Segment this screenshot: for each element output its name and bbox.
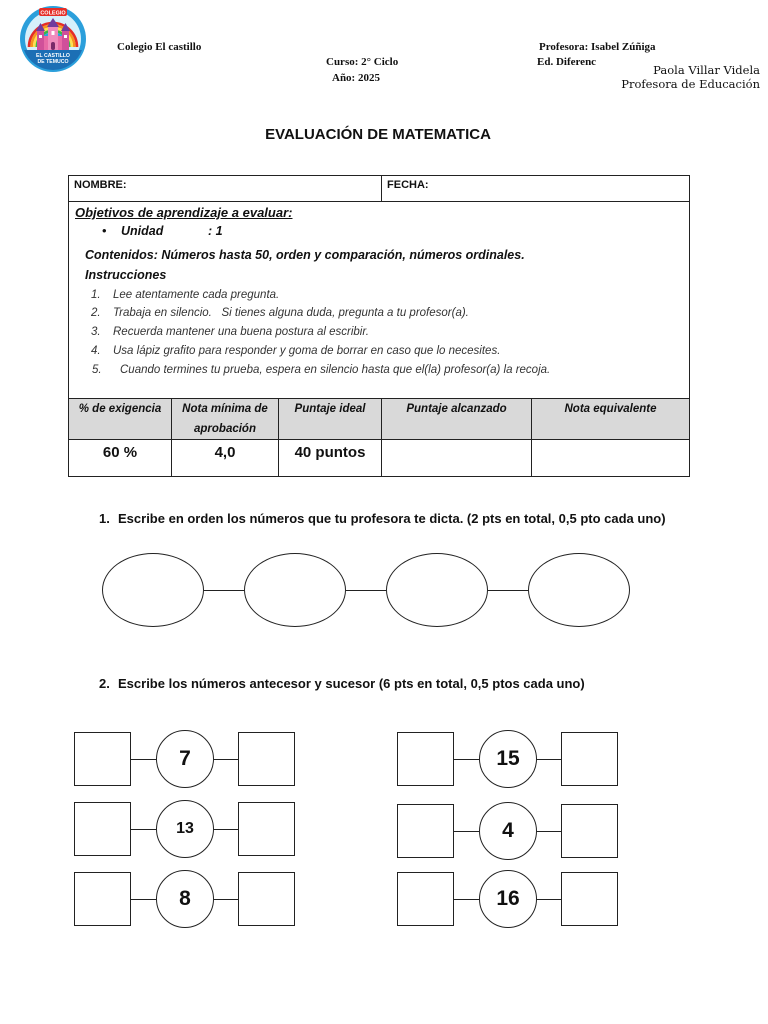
date-cell — [382, 176, 690, 202]
score-header-row — [69, 399, 690, 440]
pred-succ-group — [74, 870, 295, 928]
connector-line — [131, 829, 156, 830]
predecessor-box — [397, 804, 454, 858]
instruction-number: 2. — [91, 307, 101, 319]
connector-line — [204, 590, 244, 591]
pred-succ-group — [397, 802, 618, 860]
overlay-name: Paola Villar Videla — [653, 63, 760, 77]
predecessor-box — [397, 872, 454, 926]
value-ideal-score: 40 puntos — [279, 440, 382, 477]
connector-line — [537, 831, 561, 832]
logo-bottom-line-1: EL CASTILLO — [36, 53, 70, 59]
successor-box — [238, 872, 295, 926]
pred-succ-group — [74, 730, 295, 788]
pred-succ-group — [397, 870, 618, 928]
school-name: Colegio El castillo — [117, 41, 202, 53]
unit-label: Unidad — [121, 224, 164, 238]
objectives-row — [69, 202, 690, 399]
header-ideal-score: Puntaje ideal — [279, 399, 382, 440]
header-equivalent-grade: Nota equivalente — [532, 399, 690, 440]
overlay-role: Profesora de Educación — [621, 77, 760, 91]
course-label: Curso: 2° Ciclo — [326, 56, 399, 68]
successor-box — [561, 732, 618, 786]
name-cell — [69, 176, 382, 202]
value-achieved-score — [382, 440, 532, 477]
objectives-cell — [69, 202, 690, 399]
successor-box — [561, 872, 618, 926]
header-achieved-score: Puntaje alcanzado — [382, 399, 532, 440]
header-exigency: % de exigencia — [69, 399, 172, 440]
instruction-number: 4. — [91, 345, 101, 357]
name-date-row — [69, 176, 690, 202]
pred-succ-group — [74, 800, 295, 858]
answer-oval — [102, 553, 204, 627]
header-min-grade: Nota mínima de aprobación — [172, 399, 279, 440]
given-number-circle: 15 — [479, 730, 537, 788]
connector-line — [214, 759, 238, 760]
predecessor-box — [74, 732, 131, 786]
logo-bottom-line-2: DE TEMUCO — [37, 59, 69, 65]
connector-line — [131, 899, 156, 900]
instruction-number: 1. — [91, 289, 101, 301]
score-value-row — [69, 440, 690, 477]
connector-line — [537, 899, 561, 900]
year-label: Año: 2025 — [332, 72, 380, 84]
question-2 — [99, 675, 585, 693]
value-min-grade: 4,0 — [172, 440, 279, 477]
answer-oval — [386, 553, 488, 627]
question-number: 1. — [99, 511, 110, 526]
instruction-number: 5. — [92, 364, 102, 376]
specialty-label: Ed. Diferenc — [537, 56, 597, 68]
given-number-circle: 7 — [156, 730, 214, 788]
instruction-text: Cuando termines tu prueba, espera en silencio hasta que el(la) profesor(a) la recoja. — [120, 364, 551, 376]
instruction-text: Trabaja en silencio. Si tienes alguna duda, pregunta a tu profesor(a). — [113, 307, 469, 319]
connector-line — [214, 829, 238, 830]
connector-line — [537, 759, 561, 760]
answer-oval — [244, 553, 346, 627]
instruction-text: Usa lápiz grafito para responder y goma de borrar en caso que lo necesites. — [113, 345, 501, 357]
connector-line — [346, 590, 386, 591]
successor-box — [238, 732, 295, 786]
name-label: NOMBRE: — [74, 179, 127, 191]
contents-text: Contenidos: Números hasta 50, orden y comparación, números ordinales. — [85, 248, 525, 262]
given-number-circle: 16 — [479, 870, 537, 928]
date-label: FECHA: — [387, 179, 429, 191]
logo-top-text: COLEGIO — [40, 10, 66, 17]
value-equivalent-grade — [532, 440, 690, 477]
teacher-label: Profesora: Isabel Zúñiga — [539, 41, 656, 53]
predecessor-box — [74, 802, 131, 856]
predecessor-box — [74, 872, 131, 926]
instruction-number: 3. — [91, 326, 101, 338]
question-1 — [99, 510, 666, 528]
given-number-circle: 8 — [156, 870, 214, 928]
connector-line — [454, 759, 479, 760]
given-number-circle: 13 — [156, 800, 214, 858]
connector-line — [454, 899, 479, 900]
connector-line — [488, 590, 528, 591]
objectives-block — [69, 202, 689, 398]
instruction-text: Recuerda mantener una buena postura al escribir. — [113, 326, 369, 338]
objectives-heading: Objetivos de aprendizaje a evaluar: — [75, 205, 293, 220]
info-table — [68, 175, 690, 477]
given-number-circle: 4 — [479, 802, 537, 860]
connector-line — [454, 831, 479, 832]
bullet-icon — [102, 223, 107, 239]
question-number: 2. — [99, 676, 110, 691]
value-exigency: 60 % — [69, 440, 172, 477]
instructions-heading: Instrucciones — [85, 268, 167, 282]
school-logo — [19, 5, 87, 73]
ordering-ovals — [102, 553, 630, 627]
instruction-text: Lee atentamente cada pregunta. — [113, 289, 280, 301]
page-title: EVALUACIÓN DE MATEMATICA — [265, 126, 491, 143]
pred-succ-group — [397, 730, 618, 788]
unit-value: : 1 — [208, 224, 223, 238]
successor-box — [238, 802, 295, 856]
answer-oval — [528, 553, 630, 627]
connector-line — [214, 899, 238, 900]
overlay-textbox — [598, 63, 760, 101]
question-text: Escribe los números antecesor y sucesor (6 pts en total, 0,5 ptos cada uno) — [118, 676, 585, 691]
predecessor-box — [397, 732, 454, 786]
successor-box — [561, 804, 618, 858]
connector-line — [131, 759, 156, 760]
question-text: Escribe en orden los números que tu profesora te dicta. (2 pts en total, 0,5 pto cada uno) — [118, 511, 666, 526]
